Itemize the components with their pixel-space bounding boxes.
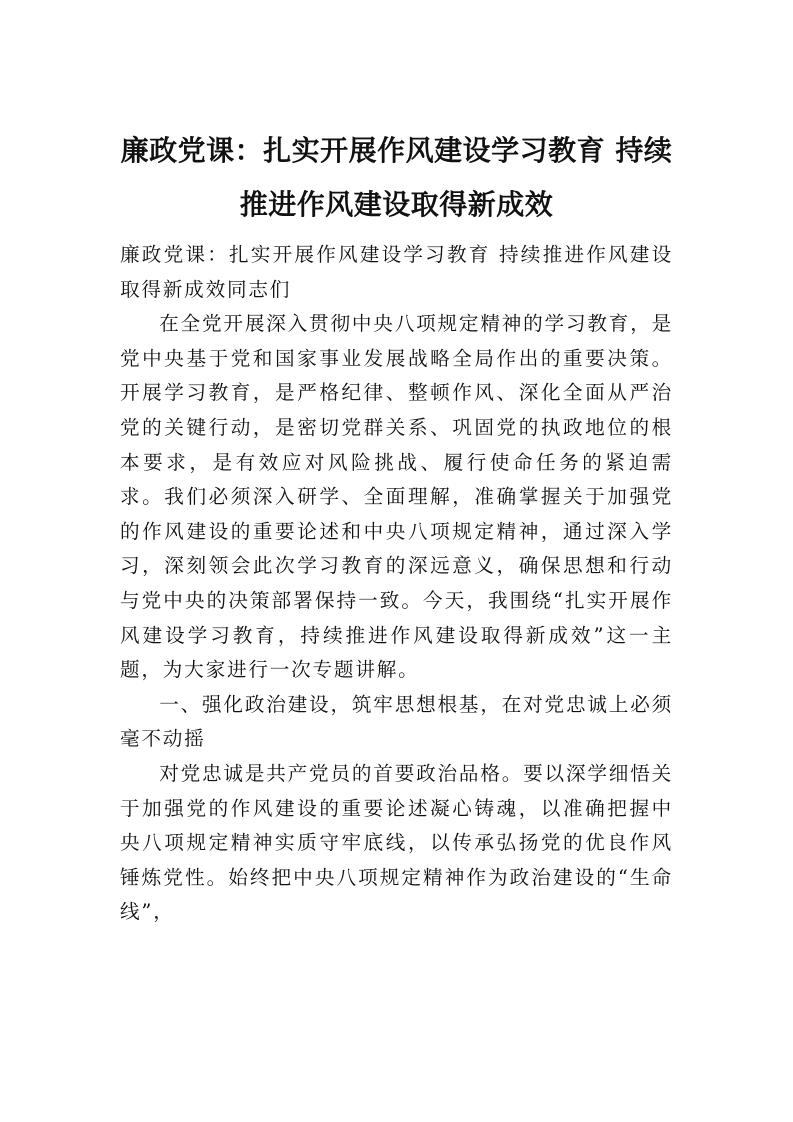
paragraph-2: 对党忠诚是共产党员的首要政治品格。要以深学细悟关于加强党的作风建设的重要论述凝心铸魂，以准确把握中央八项规定精神实质守牢底线，以传承弘扬党的优良作风锤炼党性。始终把中央八项规定精神作为政治建设的“生命线”，: [120, 761, 673, 924]
document-title: 廉政党课：扎实开展作风建设学习教育 持续推进作风建设取得新成效: [120, 134, 673, 221]
paragraph-1: 在全党开展深入贯彻中央八项规定精神的学习教育，是党中央基于党和国家事业发展战略全局作出的重要决策。开展学习教育，是严格纪律、整顿作风、深化全面从严治党的关键行动，是密切党群关系、巩固党的执政地位的根本要求，是有效应对风险挑战、履行使命任务的紧迫需求。我们必须深入研学、全面理解，准确掌握关于加强党的作风建设的重要论述和中央八项规定精神，通过深入学习，深刻领会此次学习教育的深远意义，确保思想和行动与党中央的决策部署保持一致。今天，我围绕“扎实开展作风建设学习教育，持续推进作风建设取得新成效”这一主题，为大家进行一次专题讲解。: [120, 312, 673, 682]
section-heading-1: 一、强化政治建设，筑牢思想根基，在对党忠诚上必须毫不动摇: [120, 692, 673, 751]
intro-line: 廉政党课：扎实开展作风建设学习教育 持续推进作风建设取得新成效同志们: [120, 243, 673, 301]
document-body: [120, 238, 673, 930]
